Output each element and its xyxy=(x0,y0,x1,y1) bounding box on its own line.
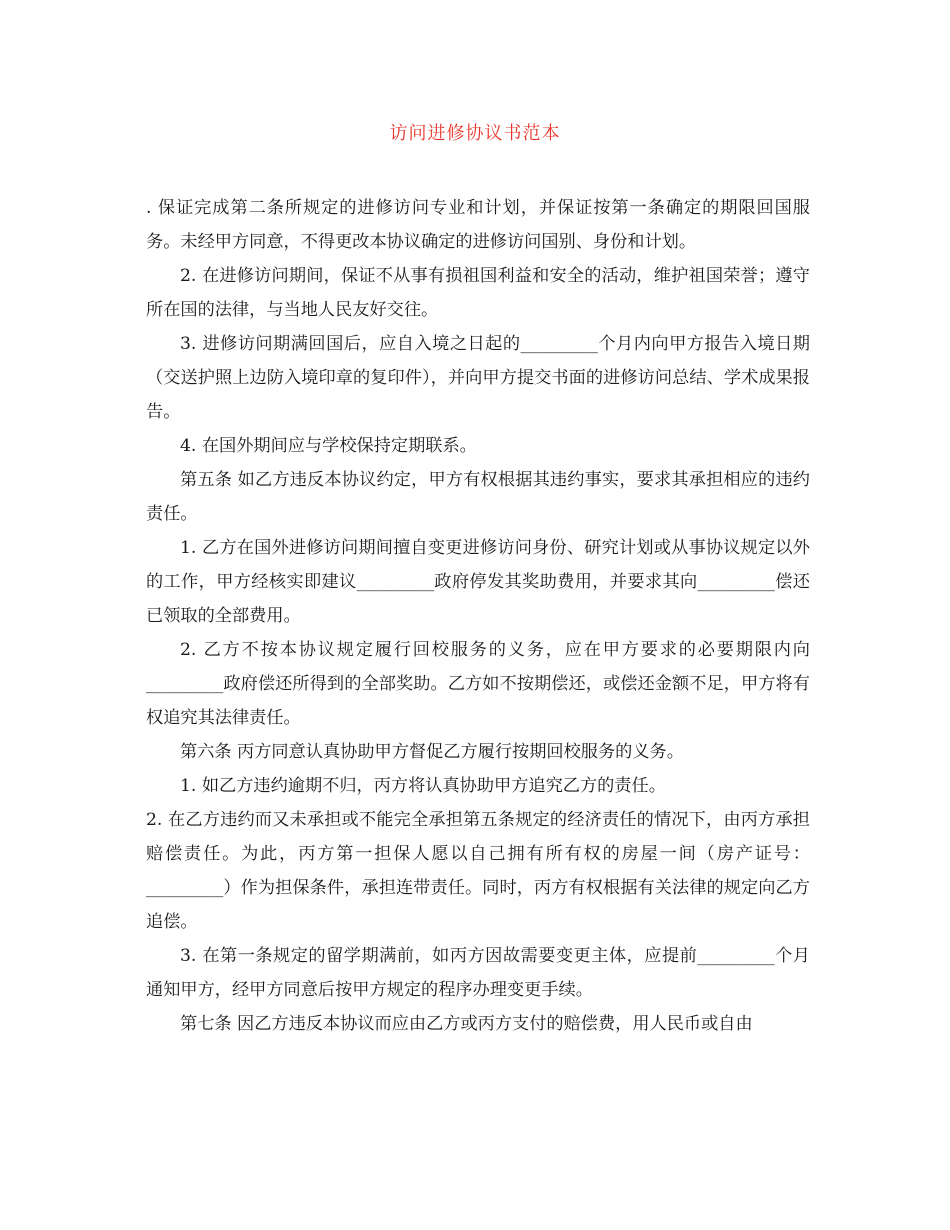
paragraph: 2. 在进修访问期间，保证不从事有损祖国利益和安全的活动，维护祖国荣誉；遵守所在国的法律，与当地人民友好交往。 xyxy=(146,266,810,320)
paragraph: 4. 在国外期间应与学校保持定期联系。 xyxy=(180,436,477,456)
paragraph: 第六条 丙方同意认真协助甲方督促乙方履行按期回校服务的义务。 xyxy=(180,742,684,762)
paragraph: 3. 在第一条规定的留学期满前，如丙方因故需要变更主体，应提前_________个月通知甲方，经甲方同意后按甲方规定的程序办理变更手续。 xyxy=(146,946,810,1000)
document-body xyxy=(146,191,810,1041)
paragraph: 2. 乙方不按本协议规定履行回校服务的义务，应在甲方要求的必要期限内向_________政府偿还所得到的全部奖助。乙方如不按期偿还，或偿还金额不足，甲方将有权追究其法律责任。 xyxy=(146,640,810,728)
paragraph: . 保证完成第二条所规定的进修访问专业和计划，并保证按第一条确定的期限回国服务。未经甲方同意，不得更改本协议确定的进修访问国别、身份和计划。 xyxy=(146,198,810,252)
paragraph: 2. 在乙方违约而又未承担或不能完全承担第五条规定的经济责任的情况下，由丙方承担赔偿责任。为此，丙方第一担保人愿以自己拥有所有权的房屋一间（房产证号：_________）作为担保条件，承担连带责任。同时，丙方有权根据有关法律的规定向乙方追偿。 xyxy=(146,810,810,932)
paragraph: 1. 如乙方违约逾期不归，丙方将认真协助甲方追究乙方的责任。 xyxy=(180,776,666,796)
paragraph: 3. 进修访问期满回国后，应自入境之日起的_________个月内向甲方报告入境日期（交送护照上边防入境印章的复印件），并向甲方提交书面的进修访问总结、学术成果报告。 xyxy=(146,334,810,422)
paragraph: 1. 乙方在国外进修访问期间擅自变更进修访问身份、研究计划或从事协议规定以外的工作，甲方经核实即建议_________政府停发其奖助费用，并要求其向_________偿还已领取的全部费用。 xyxy=(146,538,810,626)
paragraph: 第五条 如乙方违反本协议约定，甲方有权根据其违约事实，要求其承担相应的违约责任。 xyxy=(146,470,810,524)
paragraph: 第七条 因乙方违反本协议而应由乙方或丙方支付的赔偿费，用人民币或自由 xyxy=(180,1014,753,1034)
document-title: 访问进修协议书范本 xyxy=(389,123,561,144)
